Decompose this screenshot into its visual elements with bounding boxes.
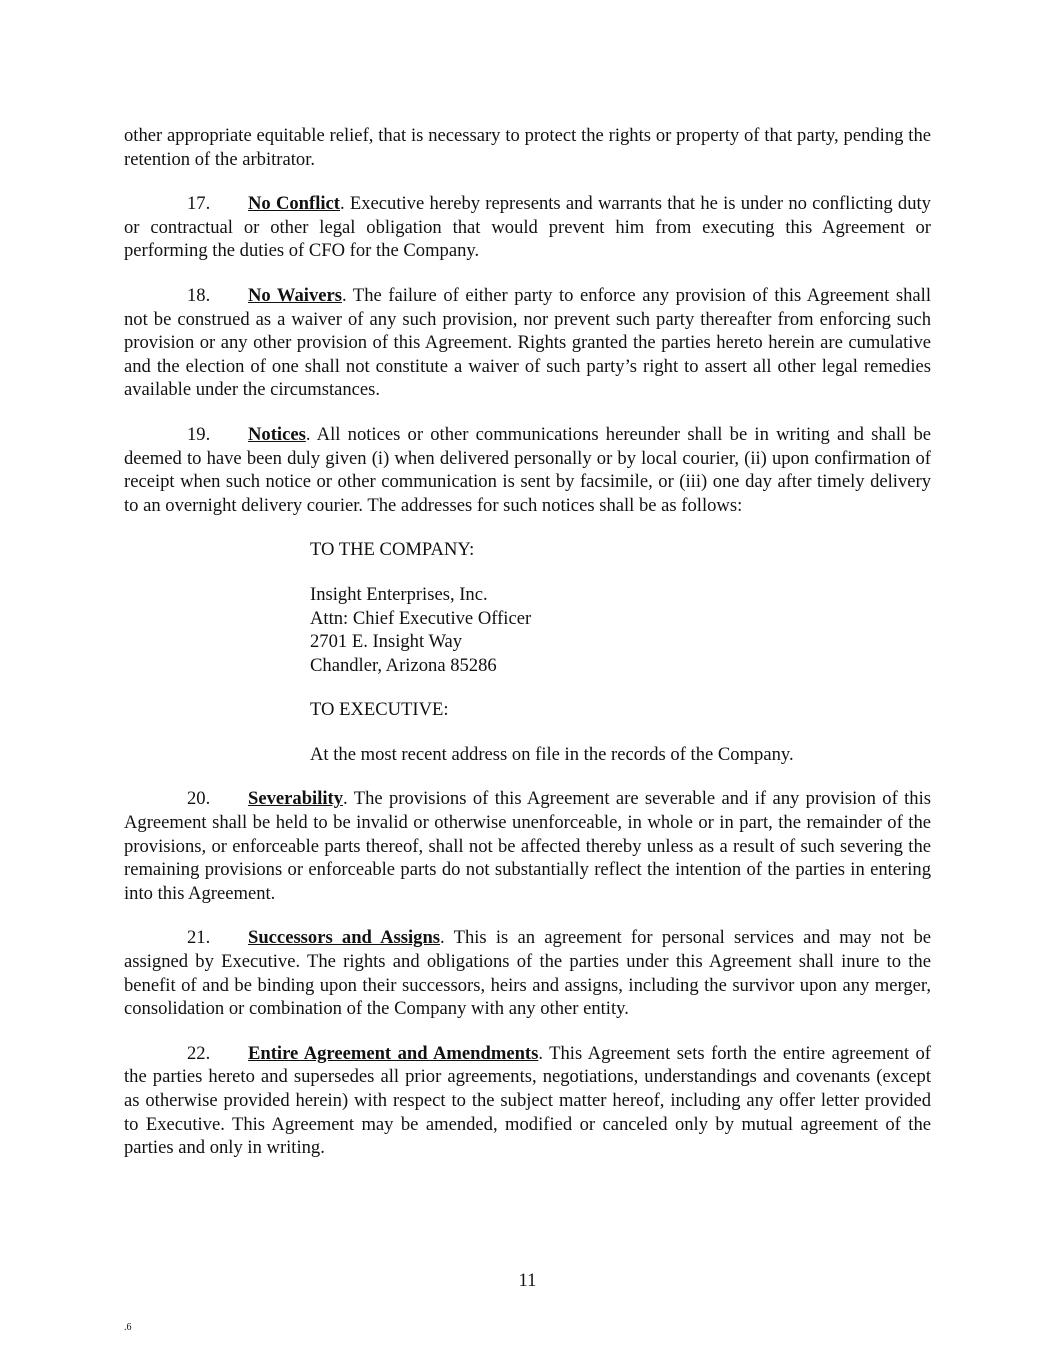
document-body (124, 124, 931, 1181)
company-address (310, 583, 931, 677)
section-17 (124, 192, 931, 263)
section-heading: Notices (248, 423, 306, 445)
section-heading: Severability (248, 788, 344, 810)
section-body: . Executive hereby represents and warrants that he is under no conflicting duty or contractual or other legal obligation that would prevent him from executing this Agreement or performing the duties of CFO for the Company. (124, 193, 931, 262)
section-heading: No Waivers (248, 284, 342, 306)
address-line: Attn: Chief Executive Officer (310, 607, 532, 629)
section-number: 19. (187, 423, 211, 445)
section-number: 22. (187, 1042, 211, 1064)
section-21 (124, 926, 931, 1020)
footer-code: .6 (124, 1322, 132, 1333)
company-notice-label: TO THE COMPANY: (310, 539, 475, 561)
section-number: 17. (187, 193, 211, 215)
section-number: 18. (187, 284, 211, 306)
executive-notice-label: TO EXECUTIVE: (310, 699, 449, 721)
section-heading: No Conflict (248, 193, 340, 215)
section-body: . The failure of either party to enforce any provision of this Agreement shall not be construed as a waiver of any such provision, nor prevent such party thereafter from enforcing such provision or any other provision of this Agreement. Rights granted the parties hereto herein are cumulative and the election of one shall not constitute a waiver of such party’s right to assert all other legal remedies available under the circumstances. (124, 284, 931, 401)
section-19 (124, 423, 931, 517)
section-body: . This is an agreement for personal services and may not be assigned by Executive. The rights and obligations of the parties under this Agreement shall inure to the benefit of and be binding upon their successors, heirs and assigns, including the survivor upon any merger, consolidation or combination of the Company with any other entity. (124, 927, 931, 1020)
section-22 (124, 1042, 931, 1160)
executive-address: At the most recent address on file in the records of the Company. (310, 743, 794, 765)
section-20 (124, 787, 931, 905)
section-18 (124, 284, 931, 402)
intro-paragraph: other appropriate equitable relief, that is necessary to protect the rights or property of that party, pending the retention of the arbitrator. (124, 125, 931, 170)
section-heading: Entire Agreement and Amendments (248, 1042, 539, 1064)
section-number: 21. (187, 927, 211, 949)
section-body: . All notices or other communications hereunder shall be in writing and shall be deemed to have been duly given (i) when delivered personally or by local courier, (ii) upon confirmation of receipt when such notice or other communication is sent by facsimile, or (iii) one day after timely delivery to an overnight delivery courier. The addresses for such notices shall be as follows: (124, 423, 931, 516)
section-number: 20. (187, 788, 211, 810)
section-body: . The provisions of this Agreement are severable and if any provision of this Agreement shall be held to be invalid or otherwise unenforceable, in whole or in part, the remainder of the provisions, or enforceable parts thereof, shall not be affected thereby unless as a result of such severing the remaining provisions or enforceable parts do not substantially reflect the intention of the parties in entering into this Agreement. (124, 788, 931, 904)
address-line: 2701 E. Insight Way (310, 631, 463, 653)
address-line: Insight Enterprises, Inc. (310, 583, 488, 605)
page-number: 11 (518, 1270, 537, 1291)
section-body: . This Agreement sets forth the entire agreement of the parties hereto and supersedes all prior agreements, negotiations, understandings and covenants (except as otherwise provided herein) with respect to the subject matter hereof, including any offer letter provided to Executive. This Agreement may be amended, modified or canceled only by mutual agreement of the parties and only in writing. (124, 1042, 931, 1159)
section-heading: Successors and Assigns (248, 927, 441, 949)
address-line: Chandler, Arizona 85286 (310, 654, 497, 676)
